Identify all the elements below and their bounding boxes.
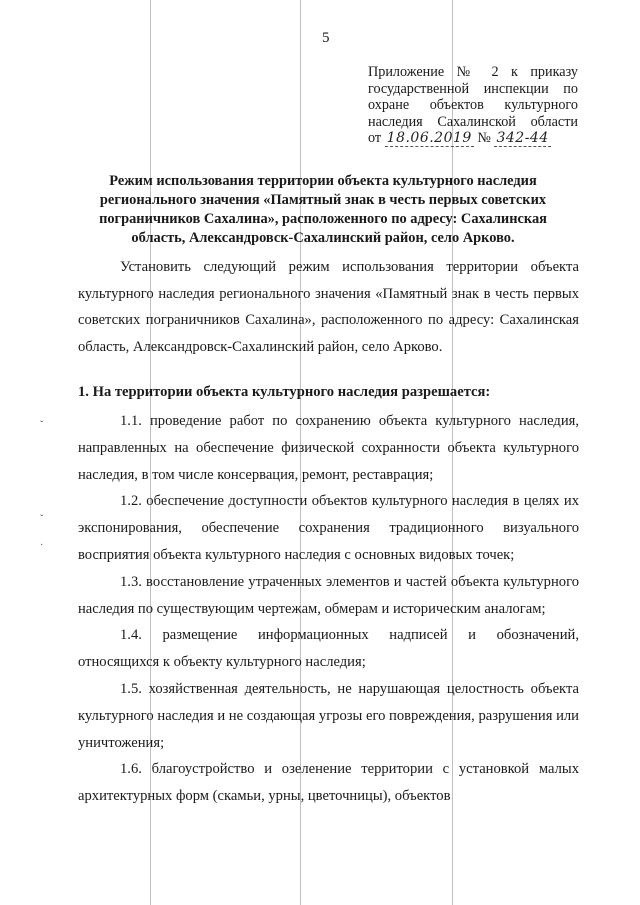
scan-speck: ˇ bbox=[40, 420, 44, 431]
list-item: 1.4. размещение информационных надписей и обозначений, относящихся к объекту культурного наследия; bbox=[78, 627, 579, 671]
list-item: 1.5. хозяйственная деятельность, не нарушающая целостность объекта культурного наследия и не создающая угрозы его повреждения, разрушения или уничтожения; bbox=[78, 680, 579, 751]
handwritten-date: 18.06.2019 bbox=[386, 130, 472, 146]
list-item: 1.2. обеспечение доступности объектов культурного наследия в целях их экспонирования, обеспечение сохранения традиционного визуального восприятия объекта культурного наследия с основных видовых точек; bbox=[78, 493, 579, 563]
appendix-line: охране объектов культурного bbox=[368, 97, 578, 113]
from-label: от bbox=[368, 130, 382, 146]
intro-paragraph: Установить следующий режим использования территории объекта культурного наследия регионального значения «Памятный знак в честь первых советских пограничников Сахалина», расположенного по адресу: Сахалинская область, Александровск-Сахалинский район, село Арково. bbox=[78, 259, 579, 355]
list-item: 1.3. восстановление утраченных элементов и частей объекта культурного наследия по существующим чертежам, обмерам и историческим аналогам; bbox=[78, 573, 579, 617]
permitted-items-list bbox=[78, 408, 579, 810]
appendix-date-line bbox=[368, 130, 578, 147]
scan-speck: ˇ bbox=[40, 514, 44, 525]
appendix-line: государственной инспекции по bbox=[368, 80, 578, 97]
scan-speck: · bbox=[40, 540, 44, 551]
appendix-line: наследия Сахалинской области bbox=[368, 113, 578, 130]
number-label: № bbox=[477, 130, 491, 146]
section-heading: 1. На территории объекта культурного наследия разрешается: bbox=[78, 384, 491, 400]
list-item: 1.1. проведение работ по сохранению объекта культурного наследия, направленных на обеспечение физической сохранности объекта культурного наследия, в том числе консервация, ремонт, реставрация; bbox=[78, 413, 579, 483]
document-title: Режим использования территории объекта культурного наследия регионального значения «Памятный знак в честь первых советских пограничников Сахалина», расположенного по адресу: Сахалинская область, Александровск-Сахалинский район, село Арково. bbox=[99, 173, 547, 246]
handwritten-number: 342-44 bbox=[496, 130, 549, 146]
appendix-header bbox=[368, 64, 578, 147]
appendix-line: Приложение № 2 к приказу bbox=[368, 64, 578, 80]
list-item: 1.6. благоустройство и озеленение территории с установкой малых архитектурных форм (скамьи, урны, цветочницы), объектов bbox=[78, 761, 579, 805]
page-number: 5 bbox=[322, 30, 330, 46]
